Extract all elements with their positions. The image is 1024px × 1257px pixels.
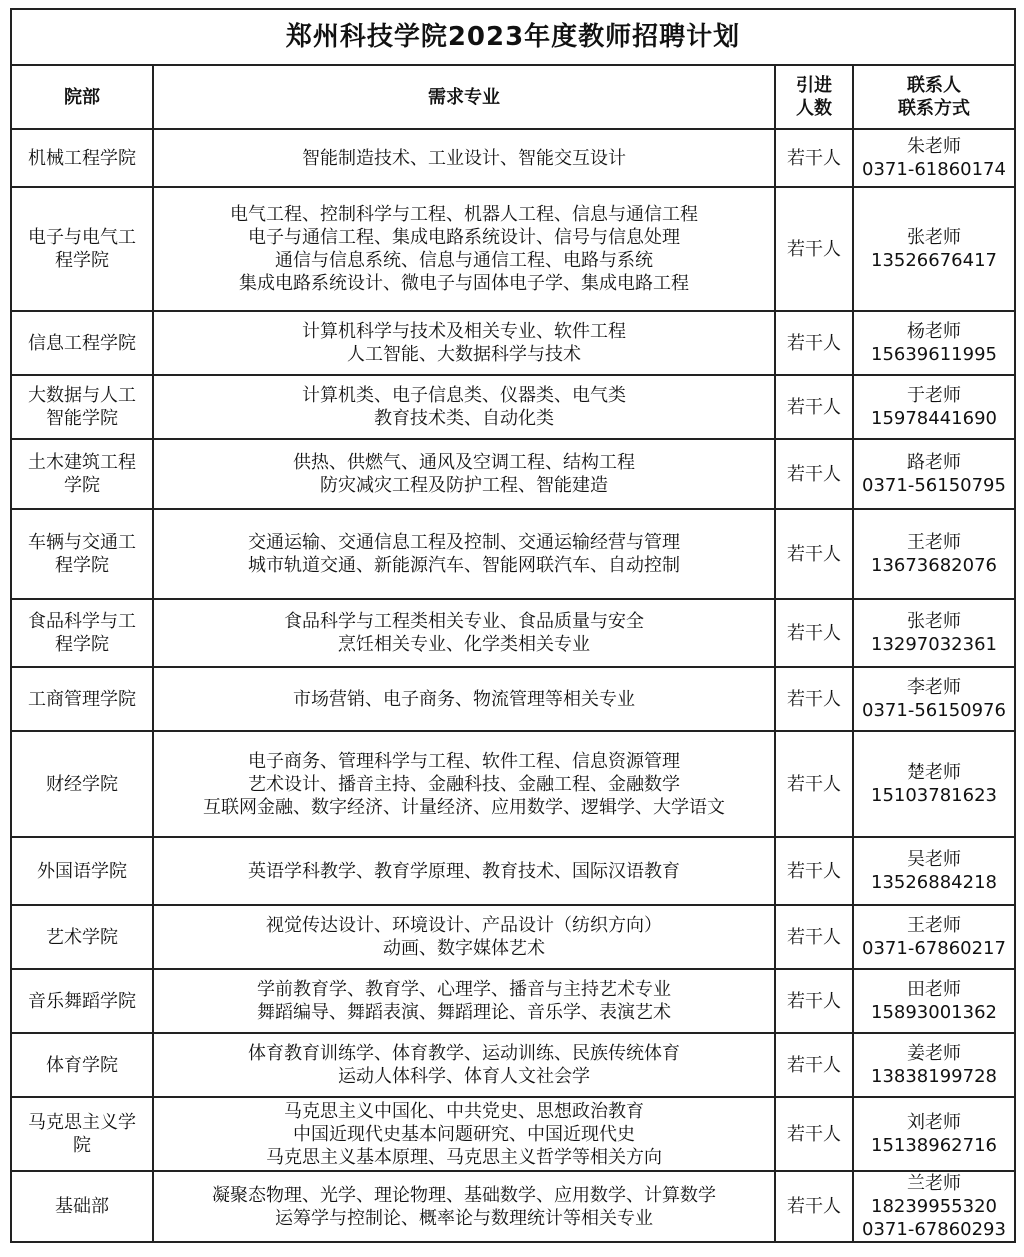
majors-cell [153,509,775,599]
table-row [11,905,1015,969]
contact-cell [853,1171,1015,1242]
dept-cell [11,187,153,311]
contact-cell [853,905,1015,969]
page-title: 郑州科技学院2023年度教师招聘计划 [11,9,1015,65]
majors-cell-line: 集成电路系统设计、微电子与固体电子学、集成电路工程 [239,273,689,294]
dept-cell-line: 大数据与人工 [28,385,136,406]
count-cell: 若干人 [775,439,853,509]
contact-cell-line: 13673682076 [871,555,997,576]
header-count-line: 人数 [796,98,832,119]
contact-cell-line: 路老师 [907,452,961,473]
dept-cell [11,599,153,667]
dept-cell [11,509,153,599]
majors-cell-line: 运动人体科学、体育人文社会学 [338,1066,590,1087]
contact-cell-line: 王老师 [907,532,961,553]
majors-cell-line: 体育教育训练学、体育教学、运动训练、民族传统体育 [248,1043,680,1064]
majors-cell-line: 市场营销、电子商务、物流管理等相关专业 [293,688,635,710]
contact-cell-line: 朱老师 [907,136,961,157]
contact-cell-line: 张老师 [907,611,961,632]
dept-cell [11,837,153,905]
contact-cell [853,667,1015,731]
majors-cell-line: 交通运输、交通信息工程及控制、交通运输经营与管理 [248,532,680,553]
majors-cell-line: 烹饪相关专业、化学类相关专业 [338,634,590,655]
contact-cell-line: 13526676417 [871,250,997,271]
majors-cell-line: 马克思主义中国化、中共党史、思想政治教育 [284,1100,644,1122]
dept-cell [11,1171,153,1242]
dept-cell-line: 电子与电气工 [28,227,136,248]
table-row [11,837,1015,905]
majors-cell-line: 凝聚态物理、光学、理论物理、基础数学、应用数学、计算数学 [212,1184,716,1206]
dept-cell-line: 机械工程学院 [28,147,136,169]
majors-cell-line: 艺术设计、播音主持、金融科技、金融工程、金融数学 [248,773,680,795]
majors-cell-line: 舞蹈编导、舞蹈表演、舞蹈理论、音乐学、表演艺术 [257,1002,671,1023]
dept-cell [11,1097,153,1171]
dept-cell-line: 马克思主义学 [28,1112,136,1133]
contact-cell [853,509,1015,599]
contact-cell [853,311,1015,375]
dept-cell-line: 音乐舞蹈学院 [28,990,136,1012]
header-count [775,65,853,129]
table-row [11,1097,1015,1171]
contact-cell [853,439,1015,509]
dept-cell [11,1033,153,1097]
contact-cell-line: 0371-61860174 [862,159,1006,180]
table-row [11,311,1015,375]
majors-cell-line: 人工智能、大数据科学与技术 [347,344,581,365]
majors-cell [153,187,775,311]
dept-cell-line: 基础部 [55,1196,109,1217]
dept-cell-line: 工商管理学院 [28,688,136,710]
majors-cell-line: 教育技术类、自动化类 [374,408,554,429]
majors-cell [153,905,775,969]
dept-cell-line: 食品科学与工 [28,611,136,632]
table-row [11,375,1015,439]
majors-cell-line: 电子与通信工程、集成电路系统设计、信号与信息处理 [248,227,680,248]
dept-cell-line: 财经学院 [46,773,118,795]
count-cell: 若干人 [775,905,853,969]
majors-cell [153,375,775,439]
majors-cell-line: 通信与信息系统、信息与通信工程、电路与系统 [275,250,653,271]
table-row [11,667,1015,731]
contact-cell [853,1033,1015,1097]
count-cell: 若干人 [775,731,853,837]
contact-cell-line: 15639611995 [871,344,997,365]
header-majors: 需求专业 [153,65,775,129]
contact-cell-line: 0371-56150976 [862,700,1006,721]
majors-cell-line: 电气工程、控制科学与工程、机器人工程、信息与通信工程 [230,204,698,225]
contact-cell [853,375,1015,439]
dept-cell-line: 体育学院 [46,1054,118,1076]
dept-cell-line: 程学院 [55,634,109,655]
contact-cell-line: 15103781623 [871,785,997,806]
dept-cell [11,311,153,375]
recruitment-document [10,8,1014,1243]
dept-cell [11,439,153,509]
dept-cell-line: 车辆与交通工 [28,532,136,553]
dept-cell [11,129,153,187]
majors-cell-line: 电子商务、管理科学与工程、软件工程、信息资源管理 [248,750,680,772]
majors-cell [153,969,775,1033]
contact-cell [853,731,1015,837]
contact-cell-line: 李老师 [907,677,961,698]
count-cell: 若干人 [775,667,853,731]
table-row [11,969,1015,1033]
contact-cell-line: 15893001362 [871,1002,997,1023]
contact-cell [853,837,1015,905]
dept-cell [11,969,153,1033]
count-cell: 若干人 [775,599,853,667]
contact-cell [853,129,1015,187]
count-cell: 若干人 [775,837,853,905]
dept-cell-line: 程学院 [55,250,109,271]
majors-cell [153,667,775,731]
contact-cell-line: 杨老师 [907,321,961,342]
table-row [11,1171,1015,1242]
majors-cell-line: 城市轨道交通、新能源汽车、智能网联汽车、自动控制 [248,555,680,576]
dept-cell-line: 学院 [64,475,100,496]
table-row [11,509,1015,599]
table-row [11,599,1015,667]
dept-cell [11,667,153,731]
table-row [11,187,1015,311]
count-cell: 若干人 [775,311,853,375]
header-row [11,65,1015,129]
recruitment-table [10,8,1016,1243]
count-cell: 若干人 [775,509,853,599]
header-count-line: 引进 [796,75,832,96]
majors-cell-line: 互联网金融、数字经济、计量经济、应用数学、逻辑学、大学语文 [203,796,725,818]
header-contact-line: 联系方式 [898,98,970,119]
majors-cell [153,1097,775,1171]
contact-cell-line: 楚老师 [907,762,961,783]
contact-cell [853,969,1015,1033]
count-cell: 若干人 [775,1171,853,1242]
majors-cell [153,1033,775,1097]
majors-cell [153,837,775,905]
contact-cell-line: 0371-67860293 [862,1219,1006,1240]
dept-cell-line: 土木建筑工程 [28,452,136,473]
majors-cell-line: 视觉传达设计、环境设计、产品设计（纺织方向） [266,915,662,936]
contact-cell-line: 13526884218 [871,872,997,893]
count-cell: 若干人 [775,1033,853,1097]
majors-cell-line: 智能制造技术、工业设计、智能交互设计 [302,147,626,169]
majors-cell-line: 计算机科学与技术及相关专业、软件工程 [302,321,626,342]
contact-cell-line: 兰老师 [907,1173,961,1194]
dept-cell-line: 院 [73,1135,91,1156]
header-dept: 院部 [11,65,153,129]
majors-cell-line: 运筹学与控制论、概率论与数理统计等相关专业 [275,1207,653,1229]
table-row [11,439,1015,509]
count-cell: 若干人 [775,969,853,1033]
contact-cell-line: 13297032361 [871,634,997,655]
table-row [11,1033,1015,1097]
contact-cell [853,599,1015,667]
majors-cell [153,129,775,187]
dept-cell [11,375,153,439]
contact-cell-line: 姜老师 [907,1043,961,1064]
majors-cell-line: 英语学科教学、教育学原理、教育技术、国际汉语教育 [248,860,680,882]
majors-cell [153,599,775,667]
contact-cell-line: 18239955320 [871,1196,997,1217]
contact-cell-line: 13838199728 [871,1066,997,1087]
title-row [11,9,1015,65]
majors-cell [153,311,775,375]
contact-cell-line: 张老师 [907,227,961,248]
dept-cell [11,731,153,837]
count-cell: 若干人 [775,187,853,311]
dept-cell-line: 信息工程学院 [28,332,136,354]
majors-cell [153,731,775,837]
count-cell: 若干人 [775,129,853,187]
header-contact [853,65,1015,129]
majors-cell [153,439,775,509]
count-cell: 若干人 [775,1097,853,1171]
table-body [11,129,1015,1242]
majors-cell-line: 供热、供燃气、通风及空调工程、结构工程 [293,452,635,473]
contact-cell-line: 吴老师 [907,849,961,870]
table-row [11,731,1015,837]
table-row [11,129,1015,187]
contact-cell-line: 0371-56150795 [862,475,1006,496]
contact-cell [853,1097,1015,1171]
dept-cell-line: 智能学院 [46,408,118,429]
majors-cell-line: 学前教育学、教育学、心理学、播音与主持艺术专业 [257,979,671,1000]
contact-cell-line: 于老师 [907,385,961,406]
dept-cell-line: 外国语学院 [37,860,127,882]
contact-cell-line: 0371-67860217 [862,938,1006,959]
dept-cell [11,905,153,969]
majors-cell [153,1171,775,1242]
majors-cell-line: 动画、数字媒体艺术 [383,938,545,959]
contact-cell-line: 15978441690 [871,408,997,429]
majors-cell-line: 马克思主义基本原理、马克思主义哲学等相关方向 [266,1146,662,1168]
contact-cell-line: 田老师 [907,979,961,1000]
contact-cell-line: 15138962716 [871,1135,997,1156]
count-cell: 若干人 [775,375,853,439]
contact-cell [853,187,1015,311]
header-contact-line: 联系人 [907,75,961,96]
contact-cell-line: 刘老师 [907,1112,961,1133]
majors-cell-line: 食品科学与工程类相关专业、食品质量与安全 [284,611,644,632]
majors-cell-line: 中国近现代史基本问题研究、中国近现代史 [293,1123,635,1145]
majors-cell-line: 计算机类、电子信息类、仪器类、电气类 [302,385,626,406]
dept-cell-line: 艺术学院 [46,926,118,948]
contact-cell-line: 王老师 [907,915,961,936]
dept-cell-line: 程学院 [55,555,109,576]
majors-cell-line: 防灾减灾工程及防护工程、智能建造 [320,475,608,496]
